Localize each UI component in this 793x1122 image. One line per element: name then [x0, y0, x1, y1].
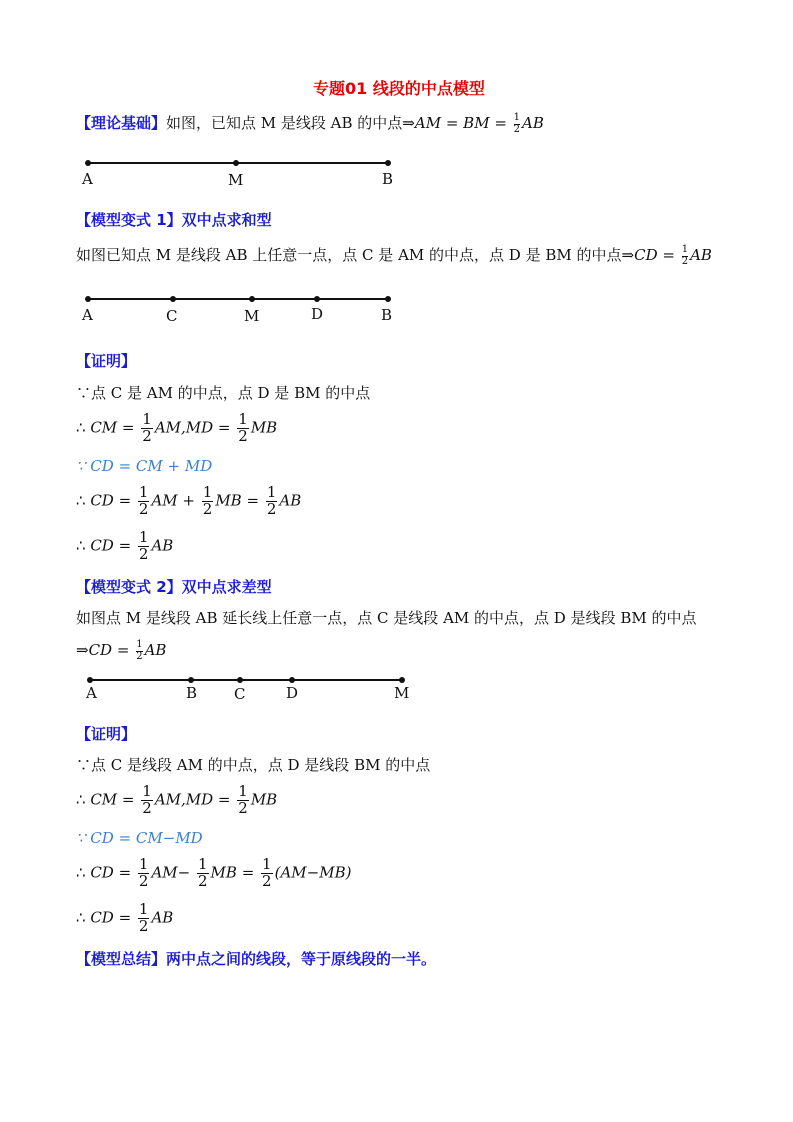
point-m-label: M — [394, 684, 410, 702]
variant1-math-lhs: CD = — [634, 246, 680, 264]
fraction-half: $\frac{1}{2}$ — [138, 855, 149, 890]
point-b-dot — [385, 160, 391, 166]
variant1-text: 如图已知点 M 是线段 AB 上任意一点，点 C 是 AM 的中点，点 D 是 BM 的中点⇒ — [76, 246, 635, 264]
fraction-half: $\frac{1}{2}$ — [238, 782, 248, 817]
fraction-half: $\frac{1}{2}$ — [262, 855, 272, 890]
point-a-label: A — [82, 170, 93, 188]
proof1-because: ∵点 C 是 AM 的中点，点 D 是 BM 的中点 — [76, 384, 371, 402]
proof1-line1: ∴ CM = $\frac{1}{2}$ AM,MD = $\frac{1}{2}$ MB — [76, 410, 278, 445]
theory-text: 如图，已知点 M 是线段 AB 的中点⇒ — [166, 114, 415, 132]
variant2-result: ⇒CD = $\frac{1}{2}$ AB — [76, 639, 167, 662]
fraction-half: $\frac{1}{2}$ — [138, 483, 149, 518]
point-b-label: B — [186, 684, 198, 702]
variant1-math-rhs: AB — [690, 246, 712, 264]
variant1-fraction: $\frac{1}{2}$ — [681, 244, 689, 267]
point-d-dot — [289, 677, 295, 683]
fraction-half: $\frac{1}{2}$ — [138, 900, 149, 935]
point-a-dot — [85, 296, 91, 302]
point-m-label: M — [228, 171, 244, 189]
point-c-dot — [170, 296, 176, 302]
fraction-half: $\frac{1}{2}$ — [198, 855, 208, 890]
figure-segment-amb — [70, 150, 410, 195]
proof2-line3: ∴ CD = $\frac{1}{2}$ AM− $\frac{1}{2}$ MB = $\frac{1}{2}$ (AM−MB) — [76, 855, 352, 890]
point-d-dot — [314, 296, 320, 302]
fraction-half: $\frac{1}{2}$ — [138, 528, 149, 563]
fraction-half: $\frac{1}{2}$ — [238, 410, 248, 445]
point-b-dot — [188, 677, 194, 683]
fraction-half: $\frac{1}{2}$ — [142, 782, 152, 817]
point-c-dot — [237, 677, 243, 683]
point-a-label: A — [86, 684, 97, 702]
point-d-label: D — [286, 684, 299, 702]
point-c-label: C — [166, 307, 178, 325]
proof2-line4: ∴ CD = $\frac{1}{2}$ AB — [76, 900, 174, 935]
proof1-heading: 【证明】 — [76, 352, 137, 370]
variant1-heading: 【模型变式 1】双中点求和型 — [76, 211, 272, 229]
figure-segment-abcdm — [74, 667, 424, 712]
proof2-because: ∵点 C 是线段 AM 的中点，点 D 是线段 BM 的中点 — [76, 756, 431, 774]
variant2-text: 如图点 M 是线段 AB 延长线上任意一点，点 C 是线段 AM 的中点，点 D 是线段 BM 的中点 — [76, 609, 697, 627]
theory-fraction: $\frac{1}{2}$ — [513, 112, 521, 135]
point-a-dot — [85, 160, 91, 166]
proof2-line1: ∴ CM = $\frac{1}{2}$ AM,MD = $\frac{1}{2}$ MB — [76, 782, 278, 817]
proof1-line4: ∴ CD = $\frac{1}{2}$ AB — [76, 528, 174, 563]
point-m-dot — [399, 677, 405, 683]
figure-segment-acmdb — [70, 286, 410, 331]
point-a-label: A — [82, 306, 93, 324]
point-d-label: D — [311, 305, 324, 323]
summary: 【模型总结】两中点之间的线段，等于原线段的一半。 — [76, 950, 437, 968]
variant2-fraction: $\frac{1}{2}$ — [136, 639, 143, 662]
proof2-heading: 【证明】 — [76, 725, 137, 743]
point-b-dot — [385, 296, 391, 302]
point-b-label: B — [381, 306, 393, 324]
theory-paragraph — [76, 112, 544, 135]
point-b-label: B — [382, 170, 394, 188]
point-m-dot — [249, 296, 255, 302]
theory-math-lhs: AM = BM = — [414, 114, 512, 132]
point-c-label: C — [234, 685, 246, 703]
point-m-dot — [233, 160, 239, 166]
page-title: 专题01 线段的中点模型 — [313, 79, 485, 98]
variant1-paragraph — [76, 244, 712, 267]
fraction-half: $\frac{1}{2}$ — [202, 483, 213, 518]
point-a-dot — [87, 677, 93, 683]
fraction-half: $\frac{1}{2}$ — [266, 483, 277, 518]
point-m-label: M — [244, 307, 260, 325]
theory-label: 【理论基础】 — [76, 114, 167, 132]
variant2-heading: 【模型变式 2】双中点求差型 — [76, 578, 272, 596]
proof1-line2: ∵ CD = CM + MD — [76, 457, 213, 475]
theory-math-rhs: AB — [522, 114, 544, 132]
proof2-line2: ∵ CD = CM−MD — [76, 829, 203, 847]
proof1-line3: ∴ CD = $\frac{1}{2}$ AM + $\frac{1}{2}$ MB = $\frac{1}{2}$ AB — [76, 483, 302, 518]
fraction-half: $\frac{1}{2}$ — [142, 410, 152, 445]
